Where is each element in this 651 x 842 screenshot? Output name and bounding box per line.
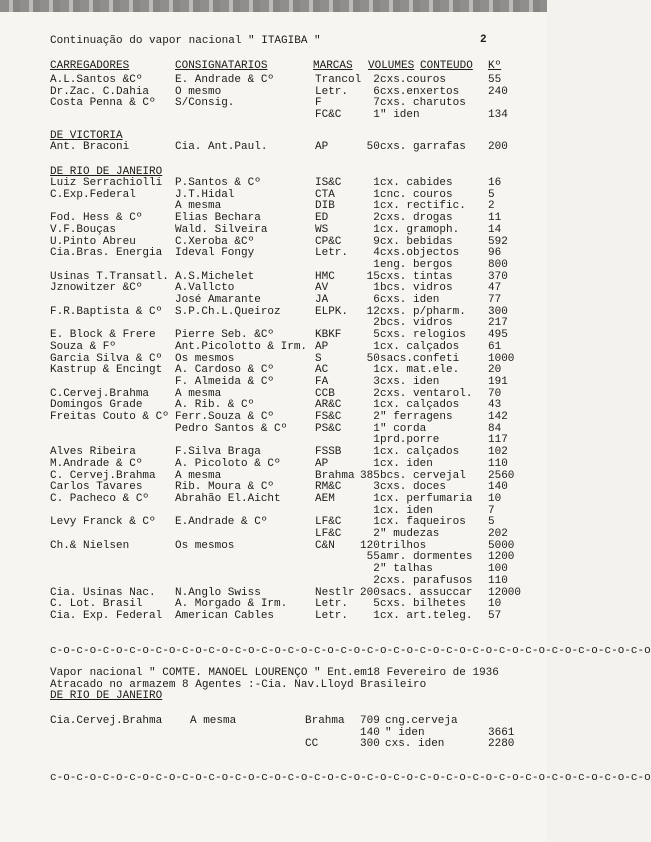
volumes-cell: 2 (373, 411, 380, 423)
shipper-cell: F.R.Baptista & Cº (50, 305, 163, 318)
header-mark: MARCAS (313, 60, 353, 72)
mark-cell: ELPK. (315, 305, 349, 318)
content-cell: cxs. drogas (380, 212, 453, 225)
content-cell: cxs.enxertos (380, 85, 460, 98)
consignee-cell: O mesmo (175, 85, 222, 98)
weight-cell: 10 (488, 492, 502, 505)
mark-cell: Brahma (315, 469, 355, 482)
mark-cell: AP (315, 457, 329, 470)
mark-cell: AP (315, 141, 329, 153)
consignee-cell: José Amarante (175, 294, 261, 306)
content-cell: cx. art.teleg. (380, 609, 473, 622)
mark-cell: Trancol (315, 74, 362, 86)
second-vessel-section-title: DE RIO DE JANEIRO (50, 690, 163, 702)
content-cell: cxs. p/pharm. (380, 305, 466, 318)
weight-cell: 47 (488, 282, 502, 295)
consignee-cell: A mesma (175, 469, 222, 482)
weight-cell: 300 (488, 305, 508, 318)
content-cell: bcs. vidros (380, 317, 453, 330)
consignee-cell: Elias Bechara (175, 212, 261, 225)
consignee-cell: A.S.Michelet (175, 270, 255, 283)
content-cell: " iden (380, 109, 420, 122)
weight-cell: 61 (488, 340, 502, 353)
shipper-cell: C.Exp.Federal (50, 188, 136, 201)
consignee-cell: American Cables (175, 609, 275, 622)
content-cell: " corda (380, 422, 427, 435)
shipper-cell: Cia. Exp. Federal (50, 609, 163, 622)
content-cell: " mudezas (380, 528, 440, 540)
weight-cell: 495 (488, 329, 508, 342)
content-cell: cx. cabides (380, 177, 453, 189)
content-cell: " talhas (380, 563, 433, 576)
volumes-cell: 6 (373, 294, 380, 306)
weight-cell: 55 (488, 74, 502, 86)
shipper-cell: Kastrup & Encingt (50, 364, 163, 377)
content-cell: cxs. tintas (380, 270, 453, 283)
separator-line: c-o-c-o-c-o-c-o-c-o-c-o-c-o-c-o-c-o-c-o-c-o-c-o-c-o-c-o-c-o-c-o-c-o-c-o-c-o-c-o-c-o-c-o-c-o (50, 645, 651, 657)
volumes-cell: 1 (373, 364, 380, 377)
volumes-cell: 7 (373, 97, 380, 110)
shipper-cell: Jznowitzer &Cº (50, 282, 143, 295)
mark-cell: CC (305, 738, 319, 750)
volumes-cell: 1 (373, 446, 380, 459)
consignee-cell: Os mesmos (175, 352, 235, 365)
scan-top-border (0, 0, 547, 12)
content-cell: cng.cerveja (385, 715, 458, 727)
consignee-cell: A. Rib. & Cº (175, 399, 255, 412)
mark-cell: AC (315, 364, 329, 377)
shipper-cell: Fod. Hess & Cº (50, 212, 143, 225)
volumes-cell: 1 (373, 457, 380, 470)
mark-cell: FS&C (315, 411, 342, 423)
volumes-cell: 1 (373, 609, 380, 622)
consignee-cell: P.Santos & Cº (175, 177, 261, 189)
weight-cell: 14 (488, 223, 502, 236)
weight-cell: 2560 (488, 469, 515, 482)
weight-cell: 10 (488, 598, 502, 611)
shipper-cell: E. Block & Frere (50, 329, 156, 342)
content-cell: sacs.confeti (380, 352, 460, 365)
content-cell: cxs. iden (385, 738, 445, 750)
header-weight: Kº (488, 60, 502, 72)
content-cell: cxs. garrafas (380, 141, 466, 153)
header-content: CONTEUDO (420, 60, 473, 72)
volumes-cell: 1 (373, 516, 380, 529)
shipper-cell: Alves Ribeira (50, 446, 136, 459)
content-cell: trilhos (380, 539, 427, 552)
consignee-cell: E. Andrade & Cº (175, 74, 275, 86)
mark-cell: CP&C (315, 235, 342, 248)
content-cell: cxs.objectos (380, 247, 460, 260)
content-cell: cxs. charutos (380, 97, 466, 110)
shipper-cell: C. Pacheco & Cº (50, 492, 150, 505)
consignee-cell: A mesma (175, 200, 222, 213)
consignee-cell: F. Almeida & Cº (175, 375, 275, 388)
shipper-cell: A.L.Santos &Cº (50, 74, 143, 86)
content-cell: cxs. iden (380, 294, 440, 306)
mark-cell: S (315, 352, 322, 365)
shipper-cell: Cia. Usinas Nac. (50, 586, 156, 599)
volumes-cell: 140 (360, 726, 380, 739)
weight-cell: 1000 (488, 352, 515, 365)
header-volumes: VOLUMES (368, 60, 415, 72)
content-cell: cxs.couros (380, 74, 447, 86)
consignee-cell: J.T.Hidal (175, 188, 235, 201)
shipper-cell: Ant. Braconi (50, 141, 130, 153)
weight-cell: 2 (488, 200, 495, 213)
volumes-cell: 1 (373, 282, 380, 295)
volumes-cell: 3 (373, 481, 380, 494)
mark-cell: Letr. (315, 247, 349, 260)
weight-cell: 800 (488, 258, 508, 271)
mark-cell: DIB (315, 200, 335, 213)
weight-cell: 7 (488, 504, 495, 517)
volumes-cell: 1 (373, 109, 380, 122)
volumes-cell: 2 (373, 574, 380, 587)
weight-cell: 77 (488, 294, 502, 306)
weight-cell: 11 (488, 212, 502, 225)
weight-cell: 370 (488, 270, 508, 283)
volumes-cell: 1 (373, 422, 380, 435)
content-cell: cx. rectific. (380, 200, 466, 213)
header-consignee: CONSIGNATARIOS (175, 60, 268, 72)
volumes-cell: 2 (373, 387, 380, 400)
weight-cell: 117 (488, 434, 508, 447)
volumes-cell: 2 (373, 317, 380, 330)
content-cell: sacs. assuccar (380, 586, 473, 599)
content-cell: cx. faqueiros (380, 516, 466, 529)
weight-cell: 20 (488, 364, 502, 377)
volumes-cell: 709 (360, 715, 380, 727)
consignee-cell: Ant.Picolotto & Irm. (175, 340, 308, 353)
shipper-cell: Costa Penna & Cº (50, 97, 156, 110)
content-cell: cx. mat.ele. (380, 364, 460, 377)
volumes-cell: 200 (360, 586, 380, 599)
weight-cell: 200 (488, 141, 508, 153)
consignee-cell: Wald. Silveira (175, 223, 268, 236)
volumes-cell: 55 (366, 551, 380, 564)
weight-cell: 57 (488, 609, 502, 622)
weight-cell: 70 (488, 387, 502, 400)
mark-cell: Letr. (315, 598, 349, 611)
mark-cell: FSSB (315, 446, 342, 459)
content-cell: cx. bebidas (380, 235, 453, 248)
volumes-cell: 385 (360, 469, 380, 482)
weight-cell: 217 (488, 317, 508, 330)
second-vessel-header: Vapor nacional " COMTE. MANOEL LOURENÇO " Ent.em18 Fevereiro de 1936 (50, 667, 499, 679)
mark-cell: KBKF (315, 329, 342, 342)
shipper-cell: C. Lot. Brasil (50, 598, 143, 611)
weight-cell: 142 (488, 411, 508, 423)
mark-cell: CCB (315, 387, 335, 400)
mark-cell: RM&C (315, 481, 342, 494)
shipper-cell: Souza & Fº (50, 340, 117, 353)
shipper-cell: Cia.Cervej.Brahma (50, 715, 163, 727)
content-cell: prd.porre (380, 434, 440, 447)
volumes-cell: 1 (373, 434, 380, 447)
mark-cell: Nestlr (315, 586, 355, 599)
volumes-cell: 1 (373, 399, 380, 412)
volumes-cell: 9 (373, 235, 380, 248)
volumes-cell: 1 (373, 340, 380, 353)
second-vessel-agents: Atracado no armazem 8 Agentes :-Cia. Nav.Lloyd Brasileiro (50, 679, 427, 691)
content-cell: cx. calçados (380, 399, 460, 412)
consignee-cell: Rib. Moura & Cº (175, 481, 275, 494)
mark-cell: LF&C (315, 516, 342, 529)
mark-cell: WS (315, 223, 329, 236)
weight-cell: 592 (488, 235, 508, 248)
mark-cell: AV (315, 282, 329, 295)
content-cell: amr. dormentes (380, 551, 473, 564)
volumes-cell: 1 (373, 492, 380, 505)
mark-cell: F (315, 97, 322, 110)
weight-cell: 140 (488, 481, 508, 494)
weight-cell: 3661 (488, 726, 515, 739)
consignee-cell: S.P.Ch.L.Queiroz (175, 305, 281, 318)
consignee-cell: Pedro Santos & Cº (175, 422, 288, 435)
weight-cell: 43 (488, 399, 502, 412)
volumes-cell: 2 (373, 74, 380, 86)
content-cell: " iden (385, 726, 425, 739)
weight-cell: 110 (488, 457, 508, 470)
mark-cell: Brahma (305, 715, 345, 727)
mark-cell: CTA (315, 188, 335, 201)
content-cell: cxs. iden (380, 375, 440, 388)
mark-cell: PS&C (315, 422, 342, 435)
shipper-cell: Garcia Silva & Cº (50, 352, 163, 365)
volumes-cell: 1 (373, 177, 380, 189)
volumes-cell: 5 (373, 598, 380, 611)
content-cell: cx. perfumaria (380, 492, 473, 505)
weight-cell: 240 (488, 85, 508, 98)
weight-cell: 1200 (488, 551, 515, 564)
section-title: DE VICTORIA (50, 130, 123, 142)
mark-cell: HMC (315, 270, 335, 283)
shipper-cell: Freitas Couto & Cº (50, 411, 169, 423)
content-cell: cxs. relogios (380, 329, 466, 342)
consignee-cell: A. Picoloto & Cº (175, 457, 281, 470)
shipper-cell: Cia.Bras. Energia (50, 247, 163, 260)
content-cell: cnc. couros (380, 188, 453, 201)
shipper-cell: C.Cervej.Brahma (50, 387, 150, 400)
mark-cell: FC&C (315, 109, 342, 122)
weight-cell: 96 (488, 247, 502, 260)
weight-cell: 134 (488, 109, 508, 122)
mark-cell: AR&C (315, 399, 342, 412)
content-cell: cx. calçados (380, 446, 460, 459)
weight-cell: 5 (488, 516, 495, 529)
volumes-cell: 1 (373, 200, 380, 213)
content-cell: " ferragens (380, 411, 453, 423)
separator-line-bottom: c-o-c-o-c-o-c-o-c-o-c-o-c-o-c-o-c-o-c-o-c-o-c-o-c-o-c-o-c-o-c-o-c-o-c-o-c-o-c-o-c-o-c-o-c-o (50, 772, 651, 784)
mark-cell: LF&C (315, 528, 342, 540)
shipper-cell: Carlos Tavares (50, 481, 143, 494)
weight-cell: 12000 (488, 586, 522, 599)
volumes-cell: 15 (366, 270, 380, 283)
content-cell: cxs. doces (380, 481, 447, 494)
mark-cell: Letr. (315, 85, 349, 98)
content-cell: cxs. ventarol. (380, 387, 473, 400)
shipper-cell: Levy Franck & Cº (50, 516, 156, 529)
volumes-cell: 120 (360, 539, 380, 552)
consignee-cell: F.Silva Braga (175, 446, 261, 459)
volumes-cell: 2 (373, 212, 380, 225)
weight-cell: 100 (488, 563, 508, 576)
volumes-cell: 50 (366, 141, 380, 153)
consignee-cell: Abrahão El.Aicht (175, 492, 281, 505)
header-shipper: CARREGADORES (50, 60, 130, 72)
volumes-cell: 1 (373, 223, 380, 236)
volumes-cell: 4 (373, 247, 380, 260)
volumes-cell: 2 (373, 563, 380, 576)
mark-cell: C&N (315, 539, 335, 552)
volumes-cell: 1 (373, 188, 380, 201)
content-cell: cx. iden (380, 504, 433, 517)
volumes-cell: 1 (373, 504, 380, 517)
content-cell: eng. bergos (380, 258, 453, 271)
volumes-cell: 1 (373, 258, 380, 271)
consignee-cell: A mesma (190, 715, 237, 727)
weight-cell: 5 (488, 188, 495, 201)
weight-cell: 191 (488, 375, 508, 388)
consignee-cell: A.Vallcto (175, 282, 235, 295)
weight-cell: 2280 (488, 738, 515, 750)
document-title: Continuação do vapor nacional " ITAGIBA " (50, 35, 321, 47)
consignee-cell: A. Cardoso & Cº (175, 364, 275, 377)
content-cell: cx. gramoph. (380, 223, 460, 236)
consignee-cell: A. Morgado & Irm. (175, 598, 288, 611)
weight-cell: 84 (488, 422, 502, 435)
mark-cell: JA (315, 294, 329, 306)
shipper-cell: Luiz Serrachiolli (50, 177, 163, 189)
content-cell: cxs. bilhetes (380, 598, 466, 611)
consignee-cell: Pierre Seb. &Cº (175, 329, 275, 342)
shipper-cell: Usinas T.Transatl. (50, 270, 169, 283)
mark-cell: Letr. (315, 609, 349, 622)
weight-cell: 5000 (488, 539, 515, 552)
shipper-cell: C. Cervej.Brahma (50, 469, 156, 482)
consignee-cell: Ideval Fongy (175, 247, 255, 260)
volumes-cell: 300 (360, 738, 380, 750)
shipper-cell: V.F.Bouças (50, 223, 117, 236)
shipper-cell: Ch.& Nielsen (50, 539, 130, 552)
volumes-cell: 50 (366, 352, 380, 365)
mark-cell: IS&C (315, 177, 342, 189)
volumes-cell: 6 (373, 85, 380, 98)
weight-cell: 102 (488, 446, 508, 459)
volumes-cell: 2 (373, 528, 380, 540)
consignee-cell: Cia. Ant.Paul. (175, 141, 268, 153)
content-cell: cx. iden (380, 457, 433, 470)
volumes-cell: 12 (366, 305, 380, 318)
mark-cell: AEM (315, 492, 335, 505)
content-cell: cxs. parafusos (380, 574, 473, 587)
weight-cell: 202 (488, 528, 508, 540)
mark-cell: AP (315, 340, 329, 353)
consignee-cell: Os mesmos (175, 539, 235, 552)
consignee-cell: N.Anglo Swiss (175, 586, 261, 599)
volumes-cell: 5 (373, 329, 380, 342)
content-cell: cx. calçados (380, 340, 460, 353)
consignee-cell: A mesma (175, 387, 222, 400)
weight-cell: 16 (488, 177, 502, 189)
volumes-cell: 3 (373, 375, 380, 388)
content-cell: bcs. cervejal (380, 469, 466, 482)
shipper-cell: Dr.Zac. C.Dahia (50, 85, 150, 98)
consignee-cell: E.Andrade & Cº (175, 516, 268, 529)
mark-cell: FA (315, 375, 329, 388)
consignee-cell: S/Consig. (175, 97, 235, 110)
shipper-cell: Domingos Grade (50, 399, 143, 412)
mark-cell: ED (315, 212, 329, 225)
section-title: DE RIO DE JANEIRO (50, 166, 163, 178)
consignee-cell: C.Xeroba &Cº (175, 235, 255, 248)
consignee-cell: Ferr.Souza & Cº (175, 411, 275, 423)
weight-cell: 110 (488, 574, 508, 587)
page-number: 2 (480, 34, 487, 46)
content-cell: bcs. vidros (380, 282, 453, 295)
shipper-cell: M.Andrade & Cº (50, 457, 143, 470)
shipper-cell: U.Pinto Abreu (50, 235, 136, 248)
